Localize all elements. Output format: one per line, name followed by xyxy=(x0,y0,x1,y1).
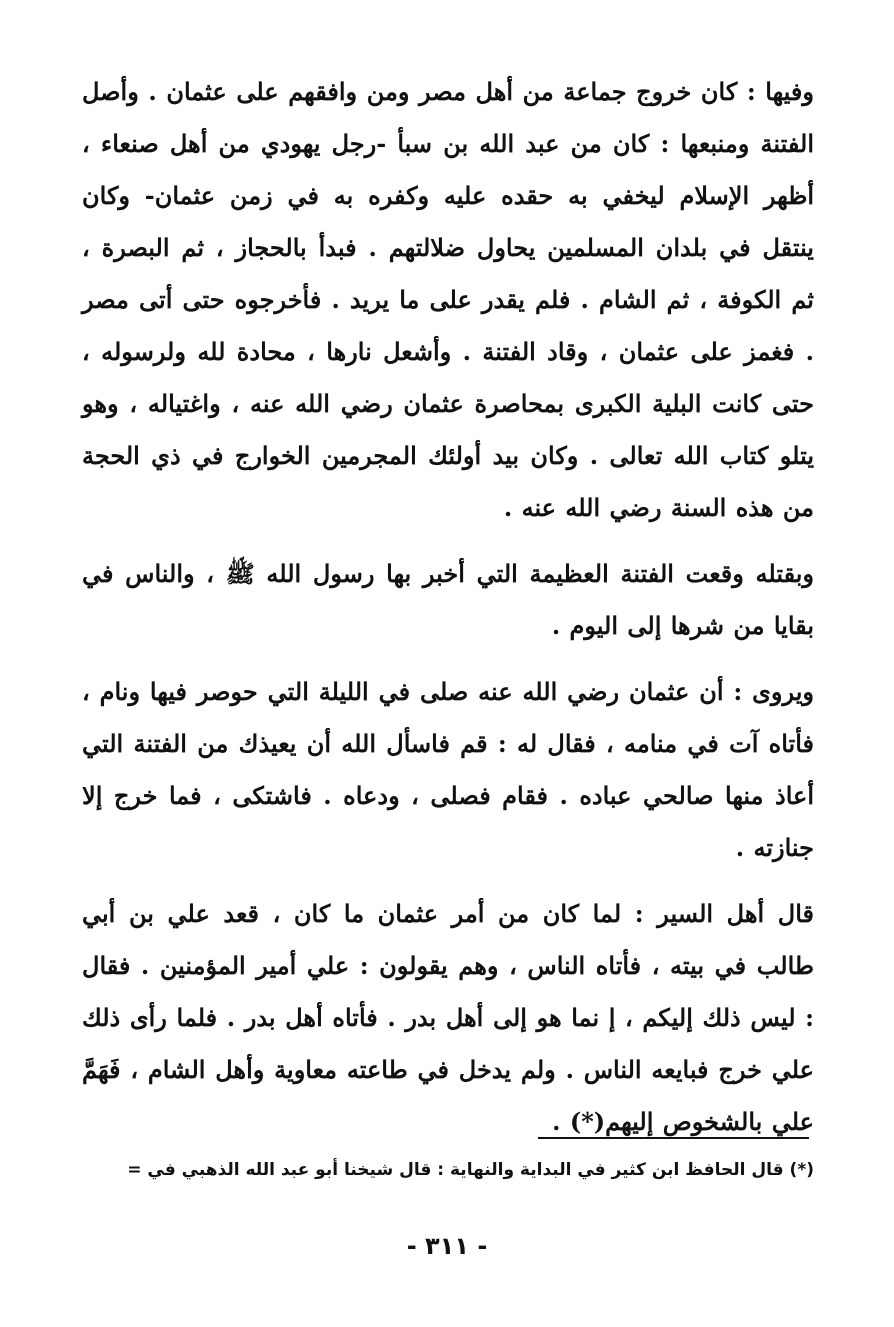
page-number: - ٣١١ - xyxy=(406,1232,488,1260)
paragraph-ali-caliphate: قال أهل السير : لما كان من أمر عثمان ما كان ، قعد علي بن أبي طالب في بيته ، فأتاه الناس ، وهم يقولون : علي أمير المؤمنين . فقال : ليس ذلك إليكم ، إ نما هو إلى أهل بدر . فأتاه أهل بدر . فلما رأى ذلك علي خرج فبايعه الناس . ولم يدخل في طاعته معاوية وأهل الشام ، فَهَمَّ علي بالشخوص إليهم(*) . xyxy=(82,899,814,1136)
footnote-divider xyxy=(538,1137,809,1139)
footnote: (*) قال الحافظ ابن كثير في البداية والنهاية : قال شيخنا أبو عبد الله الذهبي في = xyxy=(127,1160,814,1180)
paragraph-night-prayer: ويروى : أن عثمان رضي الله عنه صلى في الليلة التي حوصر فيها ونام ، فأتاه آت في منامه ، فقال له : قم فاسأل الله أن يعيذك من الفتنة التي أعاذ منها صالحي عباده . فقام فصلى ، ودعاه . فاشتكى ، فما خرج إلا جنازته . xyxy=(82,677,814,862)
paragraph-aftermath: وبقتله وقعت الفتنة العظيمة التي أخبر بها رسول الله ﷺ ، والناس في بقايا من شرها إلى اليوم . xyxy=(82,559,814,640)
page-body xyxy=(82,66,814,1148)
paragraph-fitna: وفيها : كان خروج جماعة من أهل مصر ومن وافقهم على عثمان . وأصل الفتنة ومنبعها : كان من عبد الله بن سبأ -رجل يهودي من أهل صنعاء ، أظهر الإسلام ليخفي به حقده عليه وكفره به في زمن عثمان- وكان ينتقل في بلدان المسلمين يحاول ضلالتهم . فبدأ بالحجاز ، ثم البصرة ، ثم الكوفة ، ثم الشام . فلم يقدر على ما يريد . فأخرجوه حتى أتى مصر . فغمز على عثمان ، وقاد الفتنة . وأشعل نارها ، محادة لله ولرسوله ، حتى كانت البلية الكبرى بمحاصرة عثمان رضي الله عنه ، واغتياله ، وهو يتلو كتاب الله تعالى . وكان بيد أولئك المجرمين الخوارج في ذي الحجة من هذه السنة رضي الله عنه . xyxy=(82,77,814,522)
